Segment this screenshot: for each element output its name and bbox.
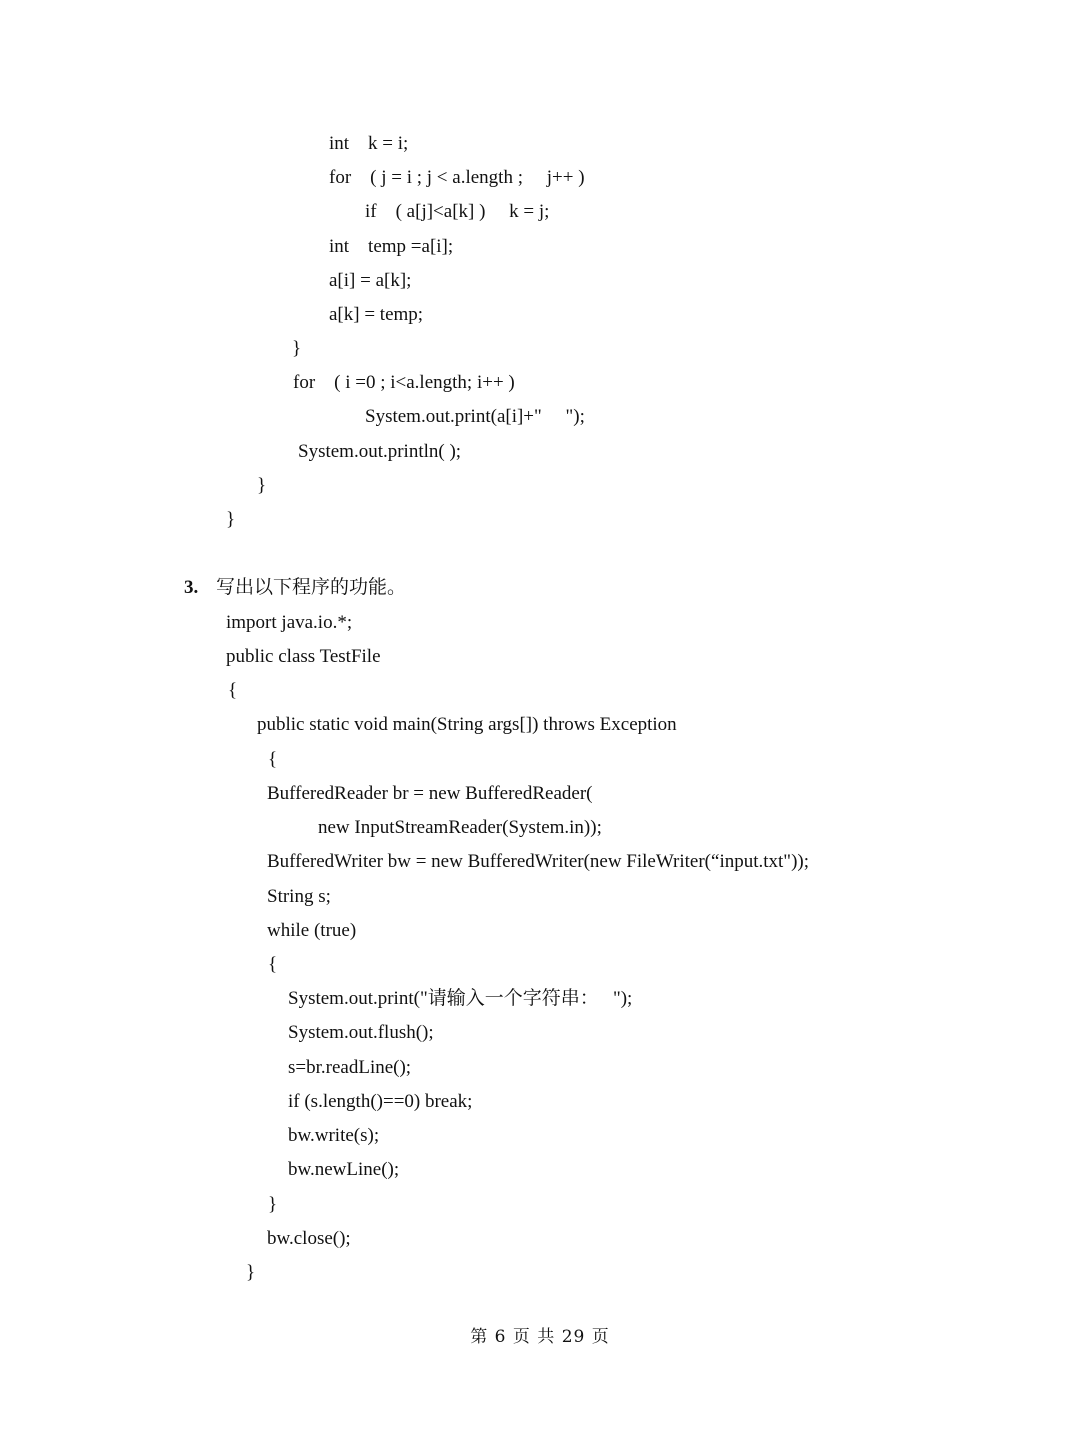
code-line: } <box>268 1194 278 1215</box>
code-line: public static void main(String args[]) throws Exception <box>257 714 677 735</box>
code-line: { <box>228 680 238 701</box>
code-line: while (true) <box>267 920 357 941</box>
question-text: 写出以下程序的功能。 <box>216 576 407 598</box>
code-line: import java.io.*; <box>226 612 353 633</box>
code-line: int k = i; <box>329 133 409 154</box>
code-line: new InputStreamReader(System.in)); <box>318 817 602 838</box>
code-line: bw.write(s); <box>288 1125 380 1146</box>
code-line: System.out.print("请输入一个字符串： "); <box>288 988 633 1009</box>
code-line: System.out.print(a[i]+" "); <box>365 406 585 427</box>
code-line: if (s.length()==0) break; <box>288 1091 473 1112</box>
code-line: System.out.flush(); <box>288 1022 434 1043</box>
code-line: } <box>292 338 302 359</box>
code-line: a[i] = a[k]; <box>329 270 412 291</box>
code-line: } <box>226 509 236 530</box>
code-line: bw.close(); <box>267 1228 351 1249</box>
code-line: for ( i =0 ; i<a.length; i++ ) <box>293 372 515 393</box>
code-line: { <box>268 749 278 770</box>
question-number: 3. <box>184 577 199 598</box>
code-line: BufferedWriter bw = new BufferedWriter(new FileWriter(“input.txt")); <box>267 851 810 872</box>
code-line: String s; <box>267 886 331 907</box>
code-line: { <box>268 954 278 975</box>
code-line: } <box>246 1262 256 1283</box>
code-line: BufferedReader br = new BufferedReader( <box>267 783 593 804</box>
code-line: for ( j = i ; j < a.length ; j++ ) <box>329 167 585 188</box>
code-line: bw.newLine(); <box>288 1159 400 1180</box>
page-footer: 第 6 页 共 29 页 <box>470 1327 610 1347</box>
code-line: public class TestFile <box>226 646 381 667</box>
code-line: } <box>257 475 267 496</box>
code-line: a[k] = temp; <box>329 304 424 325</box>
code-line: System.out.println( ); <box>298 441 462 462</box>
code-line: if ( a[j]<a[k] ) k = j; <box>365 201 550 222</box>
code-line: s=br.readLine(); <box>288 1057 412 1078</box>
code-line: int temp =a[i]; <box>329 236 454 257</box>
